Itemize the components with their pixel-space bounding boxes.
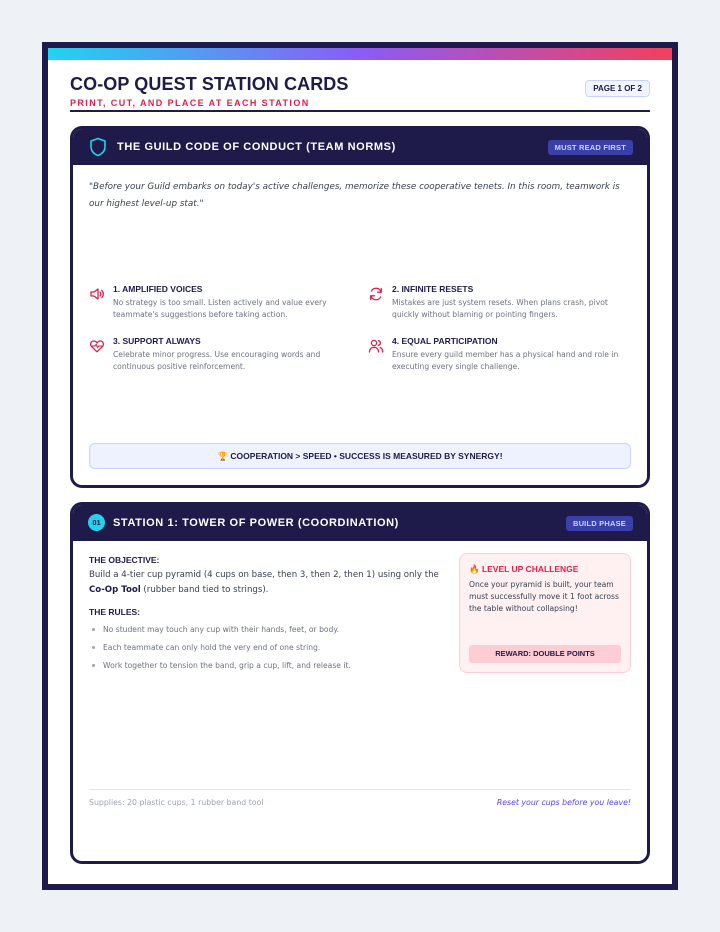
station-1-title: STATION 1: TOWER OF POWER (COORDINATION) xyxy=(113,517,399,529)
norm-title: 1. AMPLIFIED VOICES xyxy=(113,284,203,294)
users-icon xyxy=(368,338,384,354)
level-up-challenge-box xyxy=(459,553,631,673)
page-subtitle: PRINT, CUT, AND PLACE AT EACH STATION xyxy=(70,98,310,108)
station-1-card-header xyxy=(73,505,647,541)
page-title: CO-OP QUEST STATION CARDS xyxy=(70,74,349,94)
shield-icon xyxy=(89,137,107,157)
station-card-sheet xyxy=(42,42,678,890)
must-read-badge: MUST READ FIRST xyxy=(548,140,633,155)
norm-description: No strategy is too small. Listen actively and value every teammate's suggestions before taking action. xyxy=(113,298,327,319)
reset-note: Reset your cups before you leave! xyxy=(496,798,631,807)
supplies-note: Supplies: 20 plastic cups, 1 rubber band tool xyxy=(89,798,264,807)
guild-code-card-header xyxy=(73,129,647,165)
norm-title: 4. EQUAL PARTICIPATION xyxy=(392,336,498,346)
objective-text-part: (rubber band tied to strings). xyxy=(140,585,269,595)
rule-item: No student may touch any cup with their hands, feet, or body. xyxy=(89,624,449,642)
co-op-tool-label: Co-Op Tool xyxy=(89,585,141,595)
megaphone-icon xyxy=(89,286,105,302)
station-1-card xyxy=(70,502,650,864)
norm-title: 2. INFINITE RESETS xyxy=(392,284,474,294)
objective-label: THE OBJECTIVE: xyxy=(89,555,160,565)
build-phase-badge: BUILD PHASE xyxy=(566,516,633,531)
page-indicator: PAGE 1 OF 2 xyxy=(585,80,650,97)
norm-title: 3. SUPPORT ALWAYS xyxy=(113,336,201,346)
rule-item: Each teammate can only hold the very end of one string. xyxy=(89,642,449,660)
gradient-accent-bar xyxy=(48,48,672,60)
header-divider xyxy=(70,110,650,112)
refresh-icon xyxy=(368,286,384,302)
rules-list xyxy=(89,624,449,678)
norm-description: Ensure every guild member has a physical hand and role in executing every single challenge. xyxy=(392,350,619,371)
heart-pulse-icon xyxy=(89,338,105,354)
norm-description: Celebrate minor progress. Use encouraging words and continuous positive reinforcement. xyxy=(113,350,321,371)
rule-item: Work together to tension the band, grip a cup, lift, and release it. xyxy=(89,660,449,678)
card-footer-divider xyxy=(89,789,631,790)
objective-text xyxy=(89,568,449,598)
norm-description: Mistakes are just system resets. When plans crash, pivot quickly without blaming or pointing fingers. xyxy=(392,298,608,319)
station-number-badge: 01 xyxy=(88,514,105,531)
challenge-title: 🔥 LEVEL UP CHALLENGE xyxy=(469,564,579,574)
guild-quote: "Before your Guild embarks on today's active challenges, memorize these cooperative tenets. In this room, teamwork is our highest level-up stat." xyxy=(89,182,620,209)
challenge-body: Once your pyramid is built, your team must successfully move it 1 foot across the table without collapsing! xyxy=(469,580,619,613)
synergy-banner: 🏆 COOPERATION > SPEED • SUCCESS IS MEASURED BY SYNERGY! xyxy=(89,443,631,469)
objective-text-part: Build a 4-tier cup pyramid (4 cups on base, then 3, then 2, then 1) using only the xyxy=(89,570,439,580)
guild-code-card xyxy=(70,126,650,488)
guild-code-card-title: THE GUILD CODE OF CONDUCT (TEAM NORMS) xyxy=(117,141,396,153)
rules-label: THE RULES: xyxy=(89,607,140,617)
reward-label: REWARD: DOUBLE POINTS xyxy=(469,645,621,663)
